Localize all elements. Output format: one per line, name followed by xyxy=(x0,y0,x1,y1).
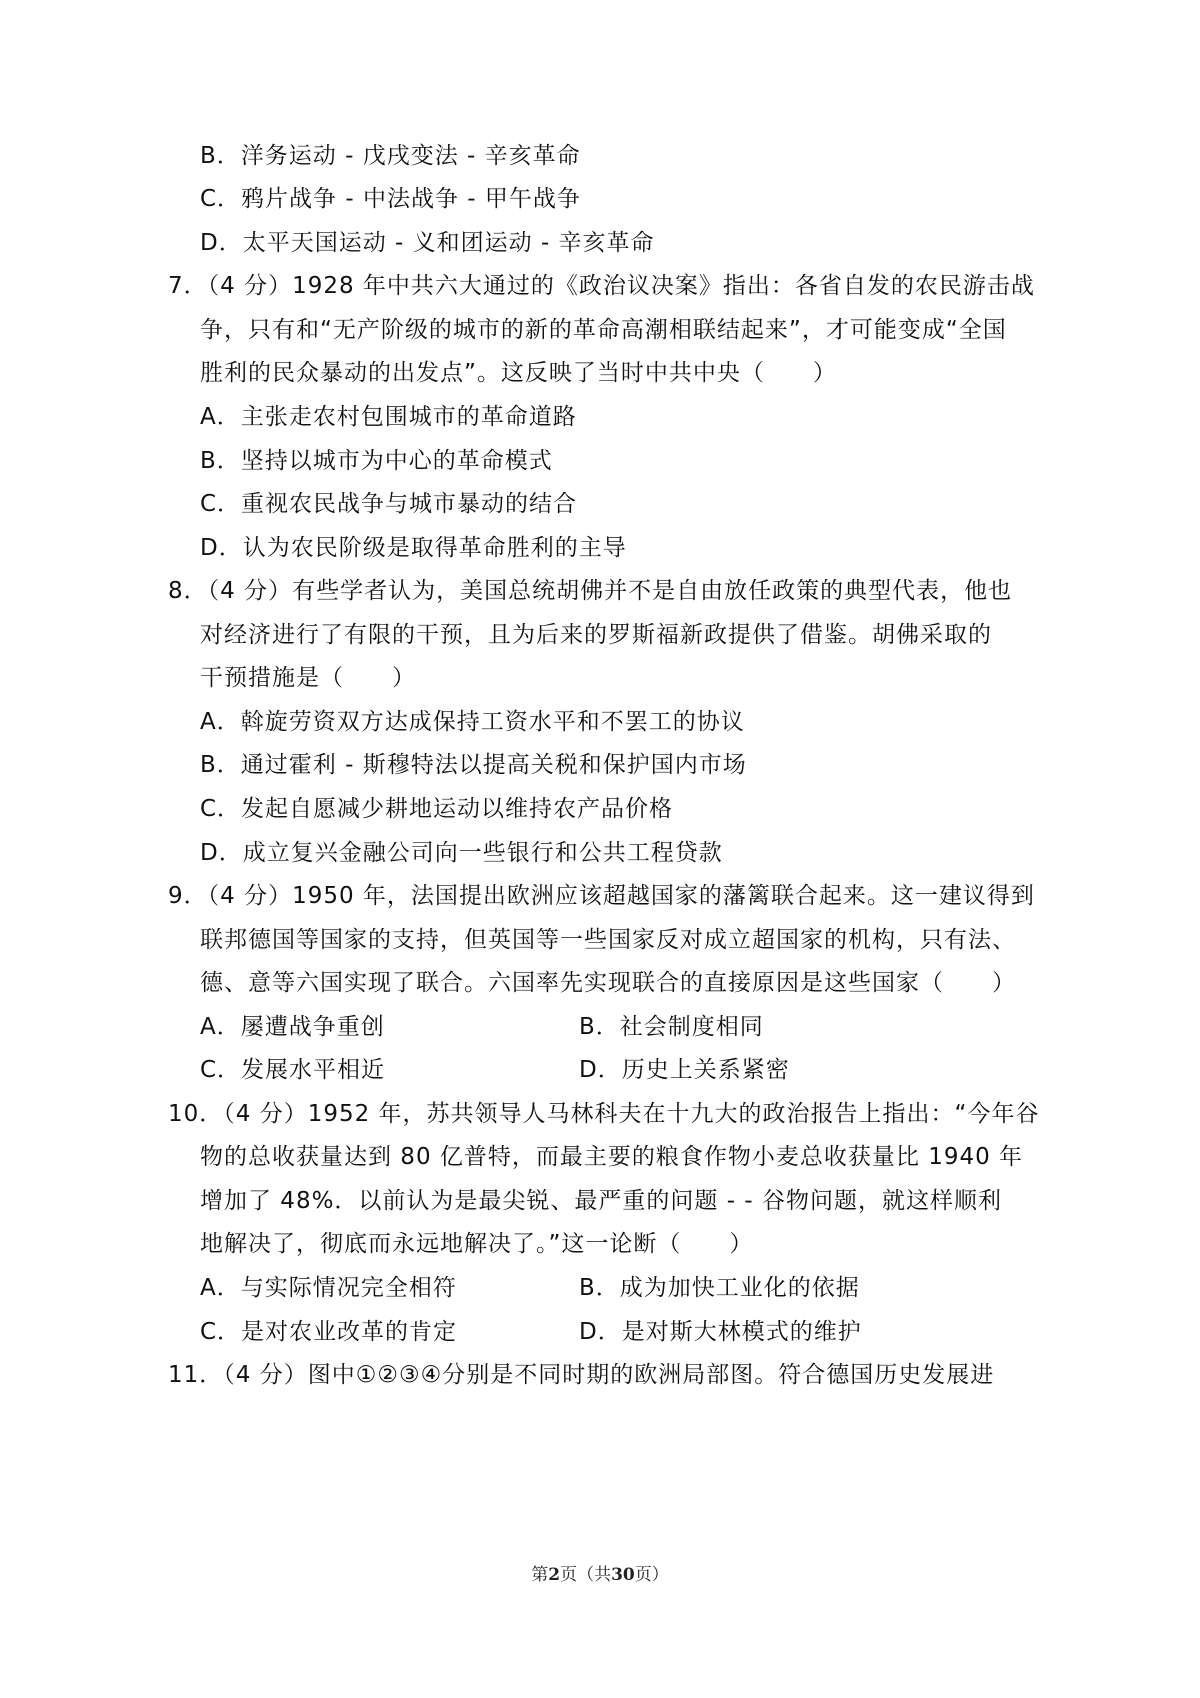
q8-stem-line-3: 干预措施是（ ） xyxy=(200,665,416,691)
footer-prefix: 第 xyxy=(531,1565,549,1585)
q7-stem-line-3: 胜利的民众暴动的出发点”。这反映了当时中共中央（ ） xyxy=(200,360,837,386)
q7-option-a: A．主张走农村包围城市的革命道路 xyxy=(200,404,577,430)
footer-page-number: 2 xyxy=(548,1565,561,1585)
footer-mid: 页（共 xyxy=(560,1565,612,1585)
q9-stem-line-1: 9．（4 分）1950 年，法国提出欧洲应该超越国家的藩篱联合起来。这一建议得到 xyxy=(168,883,1035,909)
q10-option-a: A．与实际情况完全相符 xyxy=(200,1275,457,1301)
q8-option-d: D．成立复兴金融公司向一些银行和公共工程贷款 xyxy=(200,840,723,866)
q9-option-a: A．屡遭战争重创 xyxy=(200,1014,385,1040)
q6-option-c: C．鸦片战争 - 中法战争 - 甲午战争 xyxy=(200,186,581,212)
q10-option-b: B．成为加快工业化的依据 xyxy=(579,1275,860,1301)
q10-stem-line-3: 增加了 48%．以前认为是最尖锐、最严重的问题 - - 谷物问题，就这样顺利 xyxy=(200,1188,1002,1214)
q6-option-d: D．太平天国运动 - 义和团运动 - 辛亥革命 xyxy=(200,230,655,256)
q8-option-b: B．通过霍利 - 斯穆特法以提高关税和保护国内市场 xyxy=(200,752,747,778)
q9-stem-line-3: 德、意等六国实现了联合。六国率先实现联合的直接原因是这些国家（ ） xyxy=(200,970,1016,996)
q9-option-d: D．历史上关系紧密 xyxy=(579,1057,790,1083)
footer-total-pages: 30 xyxy=(611,1565,635,1585)
q8-stem-line-1: 8．（4 分）有些学者认为，美国总统胡佛并不是自由放任政策的典型代表，他也 xyxy=(168,578,1013,604)
q7-stem-line-1: 7．（4 分）1928 年中共六大通过的《政治议决案》指出：各省自发的农民游击战 xyxy=(168,273,1035,299)
q10-stem-line-4: 地解决了，彻底而永远地解决了。”这一论断（ ） xyxy=(200,1231,754,1257)
q10-stem-line-2: 物的总收获量达到 80 亿普特，而最主要的粮食作物小麦总收获量比 1940 年 xyxy=(200,1144,1024,1170)
q10-option-d: D．是对斯大林模式的维护 xyxy=(579,1319,862,1345)
q10-option-c: C．是对农业改革的肯定 xyxy=(200,1319,458,1345)
q8-option-c: C．发起自愿减少耕地运动以维持农产品价格 xyxy=(200,796,674,822)
q11-stem-line-1: 11．（4 分）图中①②③④分别是不同时期的欧洲局部图。符合德国历史发展进 xyxy=(168,1362,995,1388)
page-footer xyxy=(0,1560,1200,1585)
footer-suffix: 页） xyxy=(634,1565,669,1585)
q9-option-c: C．发展水平相近 xyxy=(200,1057,386,1083)
q7-option-d: D．认为农民阶级是取得革命胜利的主导 xyxy=(200,535,627,561)
q8-option-a: A．斡旋劳资双方达成保持工资水平和不罢工的协议 xyxy=(200,709,745,735)
q10-stem-line-1: 10．（4 分）1952 年，苏共领导人马林科夫在十九大的政治报告上指出：“今年谷 xyxy=(168,1101,1040,1127)
q8-stem-line-2: 对经济进行了有限的干预，且为后来的罗斯福新政提供了借鉴。胡佛采取的 xyxy=(200,622,992,648)
q7-option-c: C．重视农民战争与城市暴动的结合 xyxy=(200,491,578,517)
q6-option-b: B．洋务运动 - 戊戌变法 - 辛亥革命 xyxy=(200,143,581,169)
q9-stem-line-2: 联邦德国等国家的支持，但英国等一些国家反对成立超国家的机构，只有法、 xyxy=(200,927,1016,953)
q9-option-b: B．社会制度相同 xyxy=(579,1014,764,1040)
q7-stem-line-2: 争，只有和“无产阶级的城市的新的革命高潮相联结起来”，才可能变成“全国 xyxy=(200,317,1007,343)
q7-option-b: B．坚持以城市为中心的革命模式 xyxy=(200,448,553,474)
